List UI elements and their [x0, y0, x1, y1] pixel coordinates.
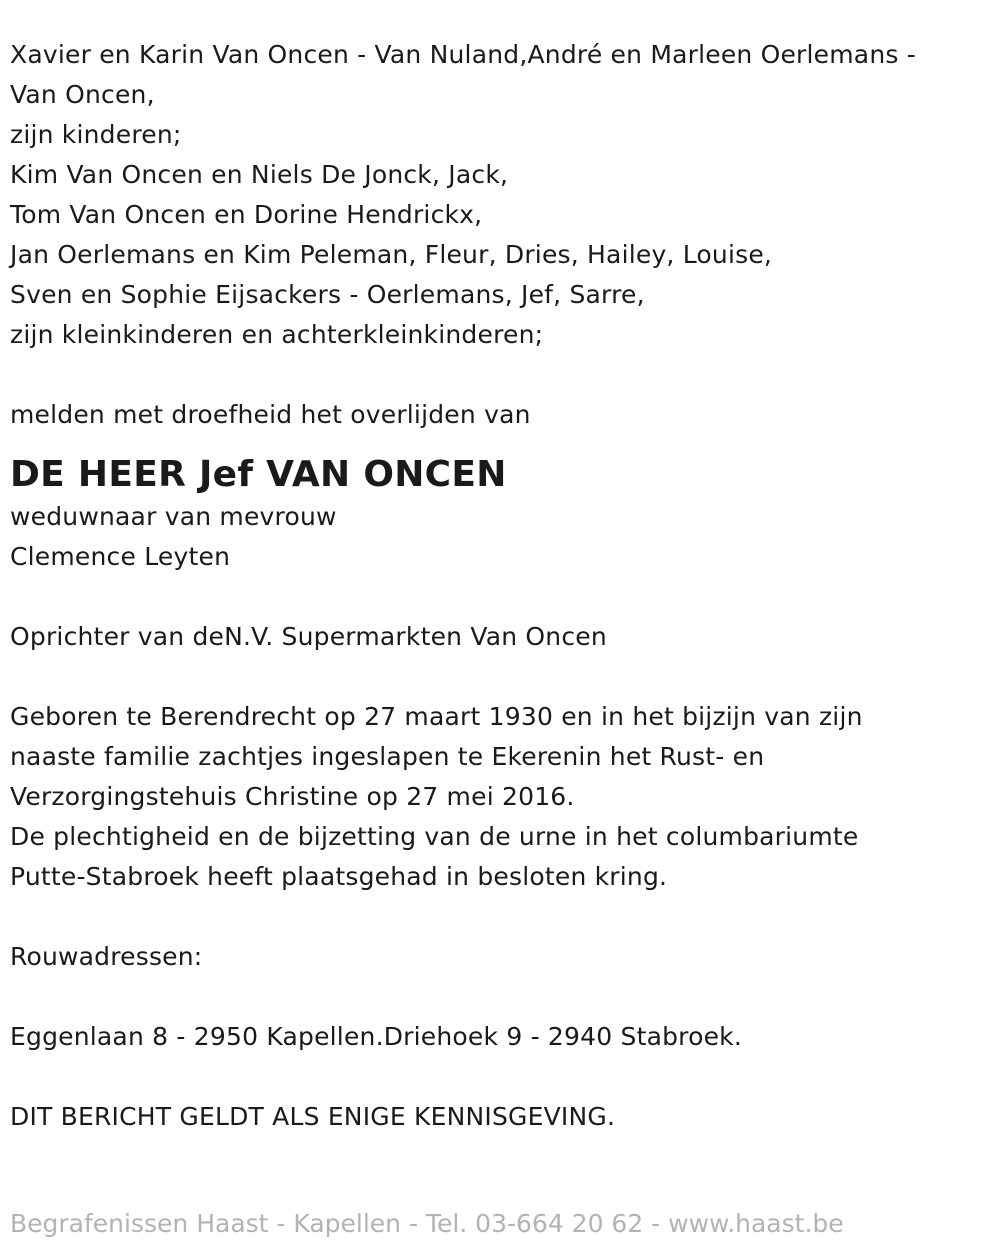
grandchildren-line: Sven en Sophie Eijsackers - Oerlemans, Jef, Sarre,	[10, 280, 645, 309]
spacer	[10, 977, 990, 1017]
grandchildren-line: Kim Van Oncen en Niels De Jonck, Jack,	[10, 160, 509, 189]
spouse-name: Clemence Leyten	[10, 542, 231, 571]
announcement-text: melden met droefheid het overlijden van	[10, 400, 531, 429]
addresses-value: Eggenlaan 8 - 2950 Kapellen.Driehoek 9 - 2940 Stabroek.	[10, 1022, 742, 1051]
grandchildren-label: zijn kleinkinderen en achterkleinkinderen;	[10, 320, 544, 349]
family-line-2: Van Oncen,	[10, 80, 155, 109]
spacer	[10, 577, 990, 617]
details-line: De plechtigheid en de bijzetting van de urne in het columbariumte	[10, 822, 859, 851]
family-line-1: Xavier en Karin Van Oncen - Van Nuland,André en Marleen Oerlemans -	[10, 40, 916, 69]
children-label: zijn kinderen;	[10, 120, 182, 149]
grandchildren-line: Jan Oerlemans en Kim Peleman, Fleur, Dries, Hailey, Louise,	[10, 240, 773, 269]
details-line: Putte-Stabroek heeft plaatsgehad in besloten kring.	[10, 862, 668, 891]
details-line: Geboren te Berendrecht op 27 maart 1930 en in het bijzijn van zijn	[10, 702, 863, 731]
founder-line: Oprichter van deN.V. Supermarkten Van Oncen	[10, 622, 607, 651]
obituary-notice	[10, 35, 990, 1137]
deceased-name: DE HEER Jef VAN ONCEN	[10, 454, 507, 495]
addresses-label: Rouwadressen:	[10, 942, 203, 971]
spacer	[10, 657, 990, 697]
spacer	[10, 1057, 990, 1097]
widower-line: weduwnaar van mevrouw	[10, 502, 337, 531]
notice-text: DIT BERICHT GELDT ALS ENIGE KENNISGEVING.	[10, 1102, 616, 1131]
spacer	[10, 897, 990, 937]
grandchildren-line: Tom Van Oncen en Dorine Hendrickx,	[10, 200, 483, 229]
spacer	[10, 355, 990, 395]
funeral-home-footer: Begrafenissen Haast - Kapellen - Tel. 03-664 20 62 - www.haast.be	[10, 1209, 844, 1238]
details-line: Verzorgingstehuis Christine op 27 mei 2016.	[10, 782, 575, 811]
details-line: naaste familie zachtjes ingeslapen te Ekerenin het Rust- en	[10, 742, 765, 771]
